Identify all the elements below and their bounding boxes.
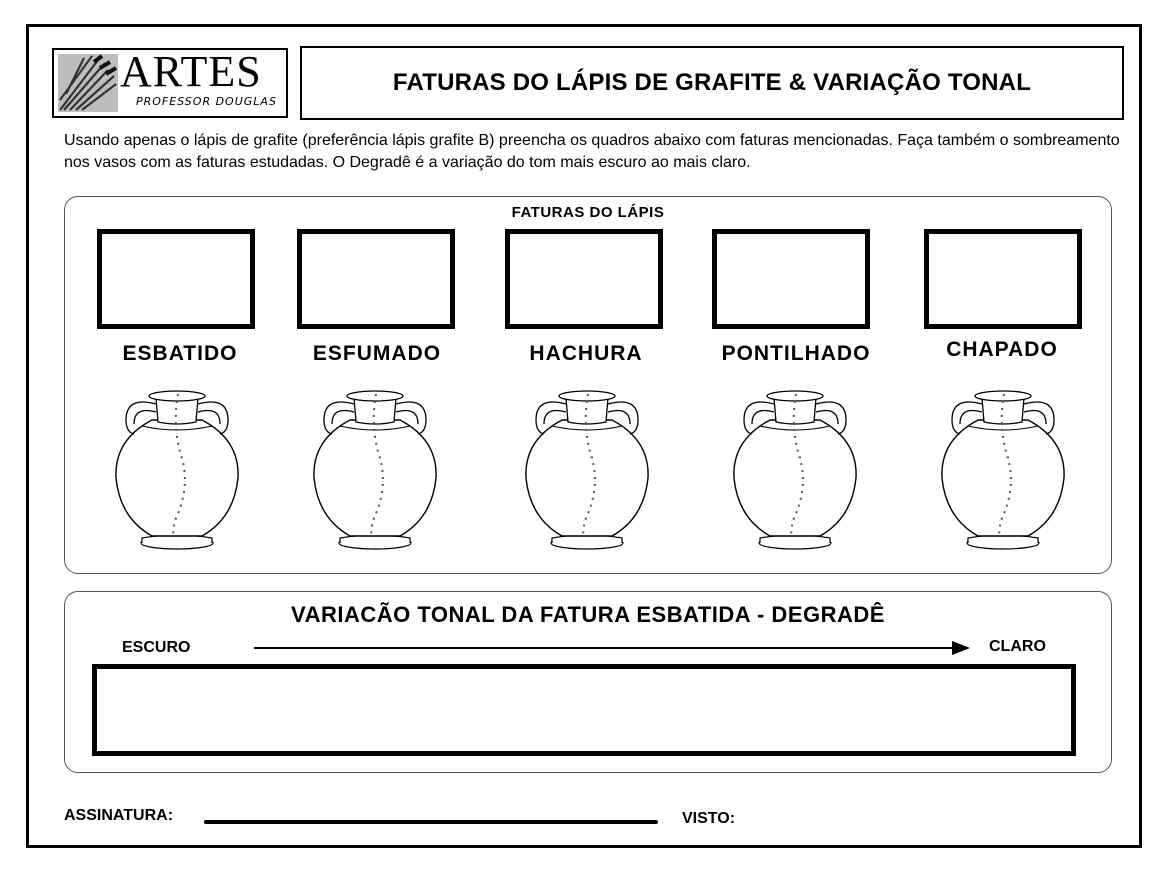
- instructions: Usando apenas o lápis de grafite (preferência lápis grafite B) preencha os quadros abaixo com faturas mencionadas. Faça também o sombreamento nos vasos com as faturas estudadas. O Degradê é a variação do tom mais escuro ao mais claro.: [64, 132, 1120, 171]
- gradient-box[interactable]: [92, 664, 1076, 756]
- vase-hachura[interactable]: [522, 388, 652, 553]
- visto-label: VISTO:: [682, 810, 736, 827]
- faturas-title: FATURAS DO LÁPIS: [511, 204, 665, 221]
- page-title: FATURAS DO LÁPIS DE GRAFITE & VARIAÇÃO TONAL: [392, 69, 1032, 96]
- artes-logo: [52, 48, 288, 118]
- title-box: [300, 46, 1124, 120]
- logo-subtitle: PROFESSOR DOUGLAS: [136, 95, 277, 108]
- signature-label: ASSINATURA:: [64, 807, 174, 824]
- fatura-label-hachura: HACHURA: [529, 342, 643, 365]
- signature-line[interactable]: [204, 820, 658, 824]
- fatura-box-esfumado[interactable]: [297, 229, 455, 329]
- vase-esbatido[interactable]: [112, 388, 242, 553]
- fatura-box-chapado[interactable]: [924, 229, 1082, 329]
- fatura-label-pontilhado: PONTILHADO: [721, 342, 871, 365]
- tonal-title: VARIACÃO TONAL DA FATURA ESBATIDA - DEGRADÊ: [291, 602, 885, 627]
- fatura-box-pontilhado[interactable]: [712, 229, 870, 329]
- light-label: CLARO: [989, 638, 1046, 655]
- dark-label: ESCURO: [122, 639, 191, 656]
- tone-arrow: [254, 647, 954, 649]
- fatura-label-chapado: CHAPADO: [946, 338, 1058, 361]
- vase-esfumado[interactable]: [310, 388, 440, 553]
- fatura-label-esbatido: ESBATIDO: [122, 342, 238, 365]
- brushes-icon: [58, 54, 118, 112]
- fatura-box-esbatido[interactable]: [97, 229, 255, 329]
- fatura-label-esfumado: ESFUMADO: [312, 342, 442, 365]
- vase-pontilhado[interactable]: [730, 388, 860, 553]
- arrow-head-icon: [952, 641, 970, 655]
- fatura-box-hachura[interactable]: [505, 229, 663, 329]
- vase-chapado[interactable]: [938, 388, 1068, 553]
- logo-title: ARTES: [120, 48, 262, 96]
